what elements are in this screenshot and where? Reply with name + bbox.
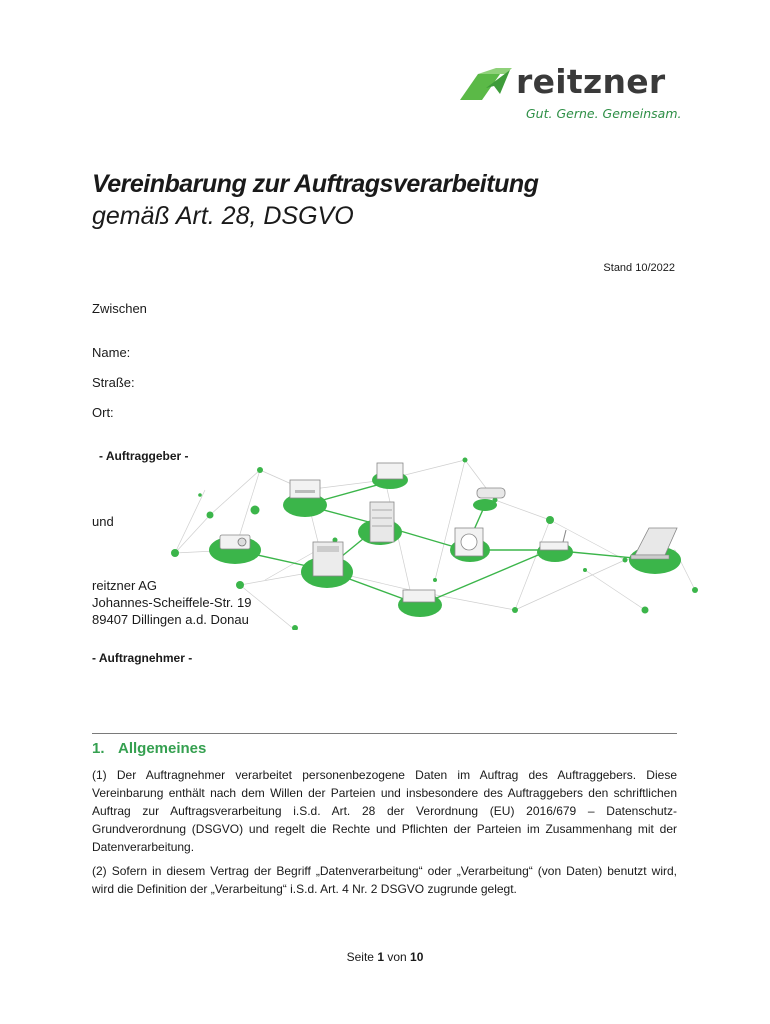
company-logo (456, 62, 686, 124)
client-role-label: - Auftraggeber - (99, 449, 189, 463)
and-label: und (92, 514, 114, 529)
logo-arrow-icon (456, 66, 516, 106)
paragraph-1: (1) Der Auftragnehmer verarbeitet personenbezogene Daten im Auftrag des Auftraggebers. Diese Vereinbarung enthält nach dem Willen der Parteien und insbesondere des Auftraggebers den schriftlichen Auftrag zur Auftragsverarbeitung i.S.d. Art. 28 der Verordnung (EU) 2016/679 – Datenschutz-Grundverordnung (DSGVO) und regelt die Rechte und Pflichten der Parteien im Zusammenhang mit der Datenverarbeitung. (92, 768, 677, 854)
section-number: 1. (92, 740, 105, 757)
paragraph-2: (2) Sofern in diesem Vertrag der Begriff „Datenverarbeitung“ oder „Verarbeitung“ (von Daten) benutzt wird, wird die Definition der „Verarbeitung“ i.S.d. Art. 4 Nr. 2 DSGVO zugrunde gelegt. (92, 864, 677, 896)
logo-tagline: Gut. Gerne. Gemeinsam. (526, 106, 682, 121)
page-footer (0, 950, 770, 964)
copier-icon (313, 542, 343, 576)
contractor-city: 89407 Dillingen a.d. Donau (92, 612, 249, 627)
city-label: Ort: (92, 405, 114, 420)
network-illustration (165, 450, 700, 630)
section-heading (92, 740, 206, 757)
fax-icon (403, 590, 435, 602)
document-title: Vereinbarung zur Auftragsverarbeitung (92, 170, 539, 198)
footer-prefix: Seite (346, 950, 378, 964)
contractor-role-label: - Auftragnehmer - (92, 651, 193, 665)
total-page-count: 10 (410, 950, 424, 964)
document-subtitle: gemäß Art. 28, DSGVO (92, 202, 354, 230)
contractor-street: Johannes-Scheiffele-Str. 19 (92, 595, 252, 610)
between-label: Zwischen (92, 301, 147, 316)
printer-icon (377, 463, 403, 479)
logo-wordmark: reitzner (516, 62, 666, 101)
version-date: Stand 10/2022 (603, 262, 675, 274)
street-label: Straße: (92, 375, 135, 390)
section-title: Allgemeines (118, 740, 207, 757)
projector-icon (220, 535, 250, 549)
current-page-number: 1 (377, 950, 384, 964)
footer-middle: von (384, 950, 411, 964)
router-icon (290, 480, 320, 498)
clock-icon (455, 528, 483, 556)
contractor-name: reitzner AG (92, 578, 158, 593)
camera-platform (473, 499, 497, 511)
name-label: Name: (92, 345, 131, 360)
modem-icon (540, 530, 568, 550)
server-icon (370, 502, 394, 542)
camera-icon (477, 488, 505, 498)
section-divider (92, 733, 677, 734)
